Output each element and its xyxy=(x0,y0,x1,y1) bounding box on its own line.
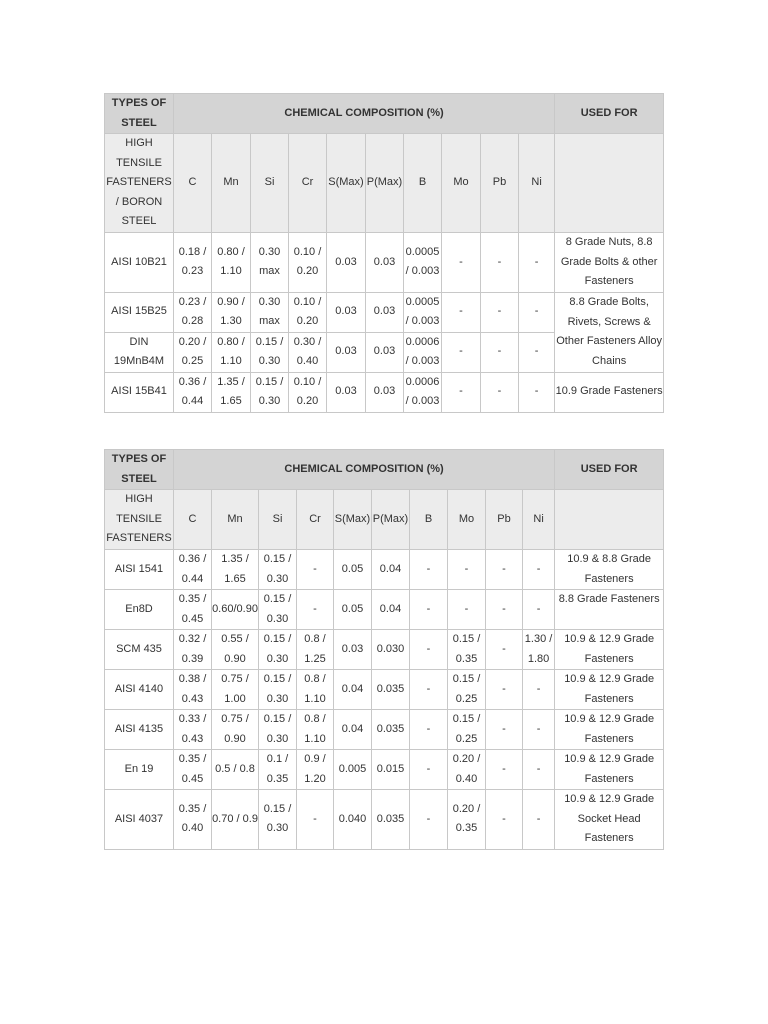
value-cell: 0.03 xyxy=(366,233,404,293)
element-header-s-max: S(Max) xyxy=(327,134,366,233)
value-cell: 0.040 xyxy=(334,790,372,850)
value-cell: 0.015 xyxy=(372,750,410,790)
chemical-composition-header: CHEMICAL COMPOSITION (%) xyxy=(174,94,555,134)
value-cell: - xyxy=(442,292,481,332)
steel-grade-cell: DIN 19MnB4M xyxy=(105,332,174,372)
value-cell: 1.35 / 1.65 xyxy=(212,372,251,412)
used-for-header: USED FOR xyxy=(555,450,664,490)
used-for-cell: 8 Grade Nuts, 8.8 Grade Bolts & other Fasteners xyxy=(555,233,664,293)
value-cell: 0.15 / 0.35 xyxy=(448,630,486,670)
used-for-header: USED FOR xyxy=(555,94,664,134)
value-cell: - xyxy=(486,670,523,710)
element-header-s-max: S(Max) xyxy=(334,490,372,550)
value-cell: 0.03 xyxy=(327,292,366,332)
value-cell: - xyxy=(297,550,334,590)
value-cell: 1.35 / 1.65 xyxy=(212,550,259,590)
value-cell: 0.70 / 0.9 xyxy=(212,790,259,850)
element-header-p-max: P(Max) xyxy=(366,134,404,233)
value-cell: 0.8 / 1.10 xyxy=(297,710,334,750)
element-header-pb: Pb xyxy=(486,490,523,550)
value-cell: - xyxy=(410,670,448,710)
table-row xyxy=(105,670,664,710)
value-cell: - xyxy=(523,550,555,590)
value-cell: 0.32 / 0.39 xyxy=(174,630,212,670)
value-cell: 0.0005 / 0.003 xyxy=(404,233,442,293)
steel-category-label: HIGH TENSILE FASTENERS xyxy=(105,490,174,550)
chemical-composition-header: CHEMICAL COMPOSITION (%) xyxy=(174,450,555,490)
value-cell: 0.035 xyxy=(372,670,410,710)
value-cell: 0.030 xyxy=(372,630,410,670)
table-subheader-row xyxy=(105,134,664,233)
element-header-cr: Cr xyxy=(297,490,334,550)
value-cell: - xyxy=(410,550,448,590)
value-cell: 0.15 / 0.30 xyxy=(259,670,297,710)
value-cell: 0.15 / 0.30 xyxy=(251,372,289,412)
value-cell: 0.30 max xyxy=(251,292,289,332)
used-for-cell: 10.9 Grade Fasteners xyxy=(555,372,664,412)
element-header-mo: Mo xyxy=(448,490,486,550)
steel-grade-cell: SCM 435 xyxy=(105,630,174,670)
element-header-mn: Mn xyxy=(212,490,259,550)
table-row xyxy=(105,790,664,850)
used-for-cell: 8.8 Grade Fasteners xyxy=(555,590,664,630)
value-cell: 0.10 / 0.20 xyxy=(289,372,327,412)
value-cell: 0.35 / 0.45 xyxy=(174,750,212,790)
value-cell: 0.18 / 0.23 xyxy=(174,233,212,293)
steel-grade-cell: En 19 xyxy=(105,750,174,790)
types-of-steel-header: TYPES OF STEEL xyxy=(105,450,174,490)
value-cell: 0.15 / 0.30 xyxy=(259,790,297,850)
element-header-p-max: P(Max) xyxy=(372,490,410,550)
table-subheader-row xyxy=(105,490,664,550)
boron-steel-table xyxy=(104,93,664,413)
value-cell: 0.03 xyxy=(366,372,404,412)
value-cell: 0.035 xyxy=(372,790,410,850)
element-header-b: B xyxy=(404,134,442,233)
table-row xyxy=(105,550,664,590)
element-header-si: Si xyxy=(259,490,297,550)
value-cell: - xyxy=(486,710,523,750)
value-cell: 0.0005 / 0.003 xyxy=(404,292,442,332)
value-cell: - xyxy=(523,670,555,710)
value-cell: 0.60/0.90 xyxy=(212,590,259,630)
value-cell: 0.03 xyxy=(327,372,366,412)
value-cell: - xyxy=(297,790,334,850)
value-cell: 0.20 / 0.35 xyxy=(448,790,486,850)
value-cell: - xyxy=(523,790,555,850)
value-cell: 0.5 / 0.8 xyxy=(212,750,259,790)
table-header-row xyxy=(105,94,664,134)
value-cell: - xyxy=(410,750,448,790)
value-cell: - xyxy=(448,550,486,590)
value-cell: 0.8 / 1.25 xyxy=(297,630,334,670)
table-row xyxy=(105,630,664,670)
value-cell: - xyxy=(486,790,523,850)
value-cell: - xyxy=(523,750,555,790)
steel-category-label: HIGH TENSILE FASTENERS / BORON STEEL xyxy=(105,134,174,233)
used-for-subheader xyxy=(555,490,664,550)
high-tensile-steel-table xyxy=(104,449,664,850)
value-cell: 0.15 / 0.25 xyxy=(448,710,486,750)
value-cell: 0.05 xyxy=(334,550,372,590)
value-cell: 0.35 / 0.40 xyxy=(174,790,212,850)
value-cell: 1.30 / 1.80 xyxy=(523,630,555,670)
value-cell: 0.55 / 0.90 xyxy=(212,630,259,670)
table-row xyxy=(105,233,664,293)
value-cell: 0.20 / 0.25 xyxy=(174,332,212,372)
steel-grade-cell: AISI 4140 xyxy=(105,670,174,710)
value-cell: 0.80 / 1.10 xyxy=(212,233,251,293)
value-cell: - xyxy=(523,710,555,750)
table-row xyxy=(105,590,664,630)
element-header-pb: Pb xyxy=(481,134,519,233)
value-cell: - xyxy=(481,233,519,293)
value-cell: 0.10 / 0.20 xyxy=(289,233,327,293)
value-cell: - xyxy=(297,590,334,630)
value-cell: - xyxy=(442,372,481,412)
value-cell: 0.0006 / 0.003 xyxy=(404,372,442,412)
value-cell: 0.20 / 0.40 xyxy=(448,750,486,790)
value-cell: 0.1 / 0.35 xyxy=(259,750,297,790)
value-cell: 0.75 / 1.00 xyxy=(212,670,259,710)
used-for-cell: 10.9 & 12.9 Grade Fasteners xyxy=(555,750,664,790)
table-row xyxy=(105,710,664,750)
steel-grade-cell: AISI 10B21 xyxy=(105,233,174,293)
value-cell: 0.03 xyxy=(366,292,404,332)
table-row xyxy=(105,372,664,412)
value-cell: 0.15 / 0.30 xyxy=(259,710,297,750)
value-cell: - xyxy=(486,630,523,670)
value-cell: - xyxy=(481,332,519,372)
value-cell: - xyxy=(519,292,555,332)
value-cell: 0.15 / 0.30 xyxy=(259,590,297,630)
value-cell: 0.03 xyxy=(334,630,372,670)
value-cell: 0.23 / 0.28 xyxy=(174,292,212,332)
table-row xyxy=(105,292,664,332)
value-cell: 0.0006 / 0.003 xyxy=(404,332,442,372)
value-cell: 0.04 xyxy=(334,670,372,710)
value-cell: 0.30 / 0.40 xyxy=(289,332,327,372)
value-cell: 0.36 / 0.44 xyxy=(174,372,212,412)
value-cell: 0.04 xyxy=(372,550,410,590)
value-cell: 0.9 / 1.20 xyxy=(297,750,334,790)
value-cell: - xyxy=(486,750,523,790)
used-for-cell: 10.9 & 12.9 Grade Fasteners xyxy=(555,710,664,750)
table-row xyxy=(105,750,664,790)
element-header-c: C xyxy=(174,490,212,550)
value-cell: 0.80 / 1.10 xyxy=(212,332,251,372)
types-of-steel-header: TYPES OF STEEL xyxy=(105,94,174,134)
element-header-ni: Ni xyxy=(519,134,555,233)
value-cell: 0.03 xyxy=(366,332,404,372)
value-cell: 0.90 / 1.30 xyxy=(212,292,251,332)
value-cell: 0.04 xyxy=(334,710,372,750)
value-cell: - xyxy=(410,590,448,630)
value-cell: 0.005 xyxy=(334,750,372,790)
value-cell: 0.03 xyxy=(327,332,366,372)
value-cell: 0.10 / 0.20 xyxy=(289,292,327,332)
used-for-cell: 10.9 & 12.9 Grade Fasteners xyxy=(555,630,664,670)
value-cell: 0.35 / 0.45 xyxy=(174,590,212,630)
used-for-cell: 8.8 Grade Bolts, Rivets, Screws & Other Fasteners Alloy Chains xyxy=(555,292,664,372)
steel-grade-cell: AISI 15B25 xyxy=(105,292,174,332)
value-cell: 0.8 / 1.10 xyxy=(297,670,334,710)
value-cell: 0.15 / 0.30 xyxy=(259,550,297,590)
steel-grade-cell: AISI 15B41 xyxy=(105,372,174,412)
used-for-cell: 10.9 & 12.9 Grade Fasteners xyxy=(555,670,664,710)
value-cell: - xyxy=(486,590,523,630)
value-cell: 0.03 xyxy=(327,233,366,293)
value-cell: 0.04 xyxy=(372,590,410,630)
steel-grade-cell: AISI 1541 xyxy=(105,550,174,590)
element-header-b: B xyxy=(410,490,448,550)
value-cell: - xyxy=(442,332,481,372)
element-header-mn: Mn xyxy=(212,134,251,233)
value-cell: 0.38 / 0.43 xyxy=(174,670,212,710)
table-header-row xyxy=(105,450,664,490)
used-for-subheader xyxy=(555,134,664,233)
element-header-ni: Ni xyxy=(523,490,555,550)
value-cell: - xyxy=(442,233,481,293)
value-cell: 0.33 / 0.43 xyxy=(174,710,212,750)
value-cell: 0.75 / 0.90 xyxy=(212,710,259,750)
value-cell: - xyxy=(523,590,555,630)
element-header-mo: Mo xyxy=(442,134,481,233)
value-cell: - xyxy=(410,790,448,850)
value-cell: - xyxy=(410,630,448,670)
value-cell: 0.05 xyxy=(334,590,372,630)
used-for-cell: 10.9 & 12.9 Grade Socket Head Fasteners xyxy=(555,790,664,850)
value-cell: - xyxy=(519,332,555,372)
element-header-si: Si xyxy=(251,134,289,233)
value-cell: - xyxy=(481,292,519,332)
element-header-cr: Cr xyxy=(289,134,327,233)
value-cell: 0.15 / 0.30 xyxy=(251,332,289,372)
value-cell: 0.30 max xyxy=(251,233,289,293)
value-cell: - xyxy=(486,550,523,590)
element-header-c: C xyxy=(174,134,212,233)
value-cell: - xyxy=(481,372,519,412)
value-cell: 0.15 / 0.25 xyxy=(448,670,486,710)
value-cell: - xyxy=(519,233,555,293)
steel-grade-cell: AISI 4037 xyxy=(105,790,174,850)
steel-grade-cell: AISI 4135 xyxy=(105,710,174,750)
value-cell: 0.15 / 0.30 xyxy=(259,630,297,670)
value-cell: - xyxy=(448,590,486,630)
steel-grade-cell: En8D xyxy=(105,590,174,630)
value-cell: 0.035 xyxy=(372,710,410,750)
value-cell: - xyxy=(519,372,555,412)
value-cell: - xyxy=(410,710,448,750)
used-for-cell: 10.9 & 8.8 Grade Fasteners xyxy=(555,550,664,590)
value-cell: 0.36 / 0.44 xyxy=(174,550,212,590)
